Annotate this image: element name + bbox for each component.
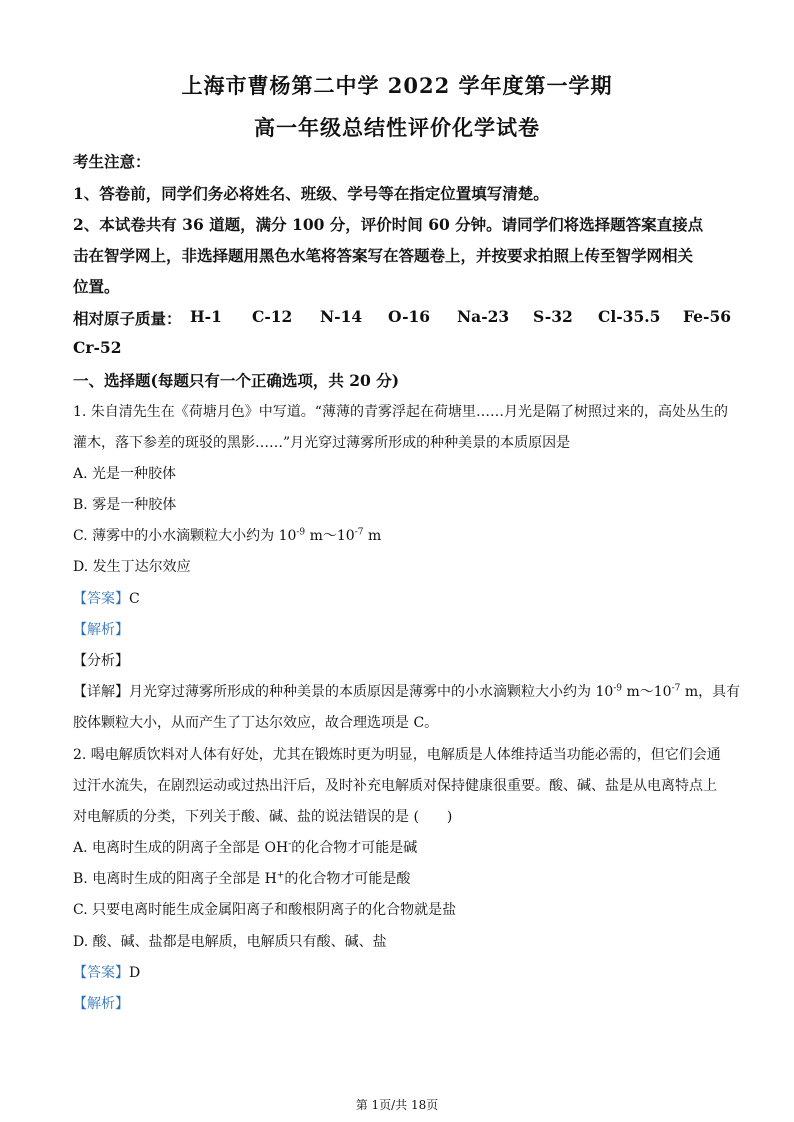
notice-item-1: 1、答卷前，同学们务必将姓名、班级、学号等在指定位置填写清楚。: [73, 184, 549, 203]
q1-analysis-tag: 【解析】: [73, 622, 129, 638]
q2-option-b: B. 电离时生成的阳离子全部是 H+的化合物才可能是酸: [73, 870, 411, 887]
atomic-mass-label: 相对原子质量：: [73, 309, 182, 328]
q1-option-b: B. 雾是一种胶体: [73, 497, 177, 513]
q1-option-d: D. 发生丁达尔效应: [73, 559, 191, 575]
atomic-mass-entry: N-14: [320, 307, 363, 326]
exam-title-subject: 高一年级总结性评价化学试卷: [254, 115, 540, 140]
atomic-mass-entry: Cr-52: [73, 338, 122, 357]
q1-stem-line1: 1. 朱自清先生在《荷塘月色》中写道。“薄薄的青雾浮起在荷塘里……月光是隔了树照过来的，高处丛生的: [73, 404, 728, 420]
q1-detail-line1: 【详解】月光穿过薄雾所形成的种种美景的本质原因是薄雾中的小水滴颗粒大小约为 $10^{-9}$ $m\sim 10^{-7}$ m，具有: [73, 683, 741, 700]
notice-item-2-line2: 击在智学网上，非选择题用黑色水笔将答案写在答题卷上，并按要求拍照上传至智学网相关: [73, 246, 694, 265]
answer-tag: 【答案】: [73, 591, 129, 607]
q2-stem-line3: 对电解质的分类，下列关于酸、碱、盐的说法错误的是 ( ): [73, 809, 453, 825]
atomic-mass-entry: Na-23: [457, 307, 510, 326]
atomic-mass-entry: H-1: [190, 307, 222, 326]
atomic-mass-entry: Fe-56: [683, 307, 732, 326]
atomic-mass-entry: S-32: [533, 307, 573, 326]
answer-tag: 【答案】: [73, 965, 129, 981]
q1-answer: 【答案】C: [73, 591, 140, 607]
notice-heading: 考生注意：: [73, 152, 151, 171]
notice-item-2-line1: 2、本试卷共有 36 道题，满分 100 分，评价时间 60 分钟。请同学们将选择题答案直接点: [73, 215, 704, 234]
q2-stem-line2: 过汗水流失，在剧烈运动或过热出汗后，及时补充电解质对保持健康很重要。酸、碱、盐是从电离特点上: [73, 778, 717, 794]
q1-stem-line2: 灌木，落下参差的斑驳的黑影……”月光穿过薄雾所形成的种种美景的本质原因是: [73, 435, 571, 451]
page-number-footer: 第 1页/共 18页: [355, 1098, 439, 1112]
q1-fenxi-tag: 【分析】: [73, 653, 129, 669]
atomic-mass-entry: Cl-35.5: [598, 307, 661, 326]
q2-answer: 【答案】D: [73, 965, 141, 981]
q1-detail-line2: 胶体颗粒大小，从而产生了丁达尔效应，故合理选项是 C。: [73, 715, 439, 731]
exam-title-school: 上海市曹杨第二中学 2022 学年度第一学期: [181, 73, 613, 98]
atomic-mass-entry: O-16: [388, 307, 431, 326]
q2-option-c: C. 只要电离时能生成金属阳离子和酸根阴离子的化合物就是盐: [73, 902, 457, 918]
q2-stem-line1: 2. 喝电解质饮料对人体有好处，尤其在锻炼时更为明显，电解质是人体维持适当功能必需的，但它们会通: [73, 747, 721, 763]
section-heading-multiple-choice: 一、选择题(每题只有一个正确选项，共 20 分): [73, 371, 400, 390]
q1-option-a: A. 光是一种胶体: [73, 466, 177, 482]
q2-analysis-tag: 【解析】: [73, 996, 129, 1012]
q1-option-c: C. 薄雾中的小水滴颗粒大小约为 $10^{-9}$ $m\sim 10^{-7}$ m: [73, 527, 382, 544]
q2-option-d: D. 酸、碱、盐都是电解质，电解质只有酸、碱、盐: [73, 934, 387, 950]
atomic-mass-entry: C-12: [252, 307, 293, 326]
q2-option-a: A. 电离时生成的阴离子全部是 OH-的化合物才可能是碱: [73, 839, 418, 856]
notice-item-2-line3: 位置。: [73, 277, 120, 296]
